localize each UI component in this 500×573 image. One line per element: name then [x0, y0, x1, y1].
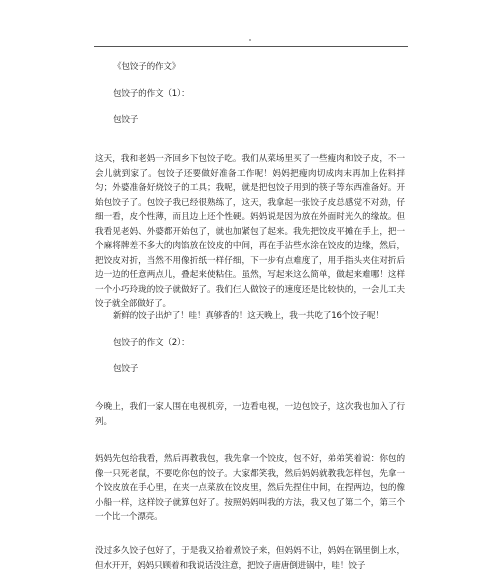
section1-heading: 包饺子的作文（1）：	[113, 89, 190, 99]
doc-title: 《包饺子的作文》	[113, 62, 181, 72]
section2-paragraph-2: 妈妈先包给我看，然后再教我包，我先拿一个饺皮，包不好，弟弟笑着说：你包的像一只死老鼠，不要吃你包的饺子。大家都笑我，然后妈妈就教我怎样包，先拿一个饺皮放在手心里，在夹一点菜放在饺皮里，然后先捏住中间，在捏两边，包的像小船一样，这样饺子就算包好了。按照妈妈叫我的方法，我又包了第二个，第三个一个比一个漂亮。	[95, 454, 405, 522]
section1-paragraph-2: 新鲜的饺子出炉了！哇！真够香的！这天晚上，我一共吃了16个饺子呢！	[113, 311, 384, 321]
section2-paragraph-1: 今晚上，我们一家人围在电视机旁，一边看电视，一边包饺子，这次我也加入了行列。	[95, 402, 405, 427]
section1-paragraph-1: 这天，我和老妈一齐回乡下包饺子吃。我们从菜场里买了一些瘦肉和饺子皮，不一会儿就到家了。包饺子还要做好准备工作呢！妈妈把瘦肉切成肉末再加上佐料拌匀；外婆准备好烧饺子的工具；我呢，就是把包饺子用到的筷子等东西准备好。开始包饺子了。包饺子我已经很熟练了，这天，我拿起一张饺子皮总感觉不对劲，仔细一看，皮个性薄，而且边上还个性硬。妈妈说是因为放在外面时光久的缘故。但我看见老妈、外婆都开始包了，就也加紧包了起来。我先把饺皮平摊在手上，把一个麻将牌差不多大的肉馅放在饺皮的中间，再在手沾些水涂在饺皮的边缘，然后，把饺皮对折，当然不用像折纸一样仔细，下一步有点难度了，用手指头夹住对折后边一边的任意两点儿，叠起来使粘住。虽然，写起来这么简单，做起来难哪！这样一个小巧玲珑的饺子就做好了。我们仨人做饺子的速度还是比较快的，一会儿工夫饺子就全部做好了。	[95, 154, 405, 309]
header-dot	[249, 39, 251, 41]
section2-paragraph-3: 没过多久饺子包好了，于是我又拾着煮饺子来，但妈妈不让，妈妈在锅里倒上水，但水开开，妈妈只顾着和我说话没注意，把饺子唐唐倒进锅中，哇！饺子	[95, 546, 405, 571]
header-rule	[94, 46, 408, 47]
section2-heading: 包饺子的作文（2）：	[113, 338, 190, 348]
section2-subtitle: 包饺子	[113, 364, 139, 374]
section1-subtitle: 包饺子	[113, 115, 139, 125]
